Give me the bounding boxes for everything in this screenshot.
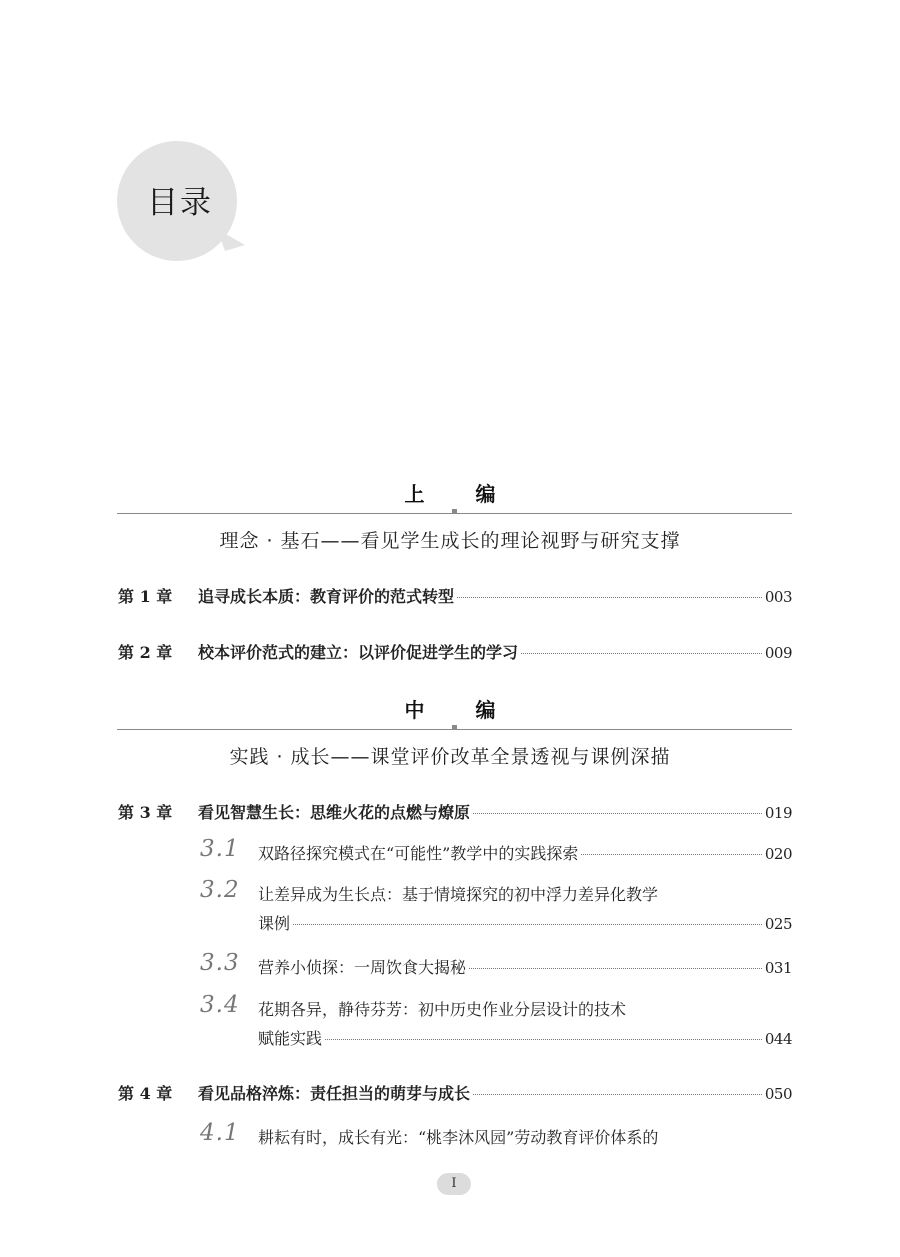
- page-number: 020: [764, 845, 792, 863]
- section-title-line: 耕耘有时，成长有光：“桃李沐风园”劳动教育评价体系的: [258, 1128, 659, 1147]
- page-number: 050: [764, 1085, 792, 1103]
- chapter-title: 看见智慧生长：思维火花的点燃与燎原: [198, 803, 471, 822]
- toc-heading-bubble: [117, 141, 243, 261]
- part-divider: [117, 729, 792, 730]
- page-number: 019: [764, 804, 792, 822]
- toc-entry-section-3-1[interactable]: [258, 841, 792, 864]
- page-number: 003: [764, 588, 792, 606]
- section-number: 3.3: [200, 950, 240, 976]
- section-title: 课例: [258, 914, 291, 933]
- part-title-upper: 上 编: [404, 482, 518, 506]
- chapter-label: 第 1 章: [118, 587, 173, 606]
- dot-leader: [473, 1094, 762, 1095]
- page-number: 031: [764, 959, 792, 977]
- chapter-label: 第 3 章: [118, 803, 173, 822]
- section-title: 赋能实践: [258, 1029, 323, 1048]
- dot-leader: [521, 653, 762, 654]
- part-title-middle: 中 编: [404, 698, 518, 722]
- toc-entry-chapter-3[interactable]: [118, 800, 792, 824]
- dot-leader: [473, 813, 762, 814]
- toc-entry-section-3-4[interactable]: [258, 1026, 792, 1049]
- section-title-line: 让差异成为生长点：基于情境探究的初中浮力差异化教学: [258, 885, 659, 904]
- chapter-label: 第 2 章: [118, 643, 173, 662]
- toc-entry-section-3-2[interactable]: [258, 911, 792, 934]
- part-divider: [117, 513, 792, 514]
- toc-entry-chapter-1[interactable]: [118, 584, 792, 608]
- section-title-line: 花期各异，静待芬芳：初中历史作业分层设计的技术: [258, 1000, 627, 1019]
- dot-leader: [469, 968, 762, 969]
- toc-entry-section-3-3[interactable]: [258, 955, 792, 978]
- chapter-label: 第 4 章: [118, 1084, 173, 1103]
- page-number: 044: [764, 1030, 792, 1048]
- page-folio: I: [437, 1173, 471, 1195]
- chapter-title: 追寻成长本质：教育评价的范式转型: [198, 587, 455, 606]
- section-title: 营养小侦探：一周饮食大揭秘: [258, 958, 467, 977]
- section-number: 3.1: [200, 836, 240, 862]
- toc-entry-chapter-2[interactable]: [118, 640, 792, 664]
- section-number: 4.1: [200, 1120, 240, 1146]
- part-subtitle-upper: 理念 · 基石——看见学生成长的理论视野与研究支撑: [219, 530, 681, 552]
- toc-heading: 目录: [147, 185, 213, 221]
- dot-leader: [457, 597, 762, 598]
- section-number: 3.4: [200, 992, 240, 1018]
- page-number: 025: [764, 915, 792, 933]
- section-number: 3.2: [200, 877, 240, 903]
- dot-leader: [293, 924, 762, 925]
- dot-leader: [325, 1039, 762, 1040]
- chapter-title: 看见品格淬炼：责任担当的萌芽与成长: [198, 1084, 471, 1103]
- toc-entry-chapter-4[interactable]: [118, 1081, 792, 1105]
- chapter-title: 校本评价范式的建立：以评价促进学生的学习: [198, 643, 519, 662]
- section-title: 双路径探究模式在“可能性”教学中的实践探索: [258, 844, 579, 863]
- dot-leader: [581, 854, 761, 855]
- page-number: 009: [764, 644, 792, 662]
- part-subtitle-middle: 实践 · 成长——课堂评价改革全景透视与课例深描: [229, 746, 671, 768]
